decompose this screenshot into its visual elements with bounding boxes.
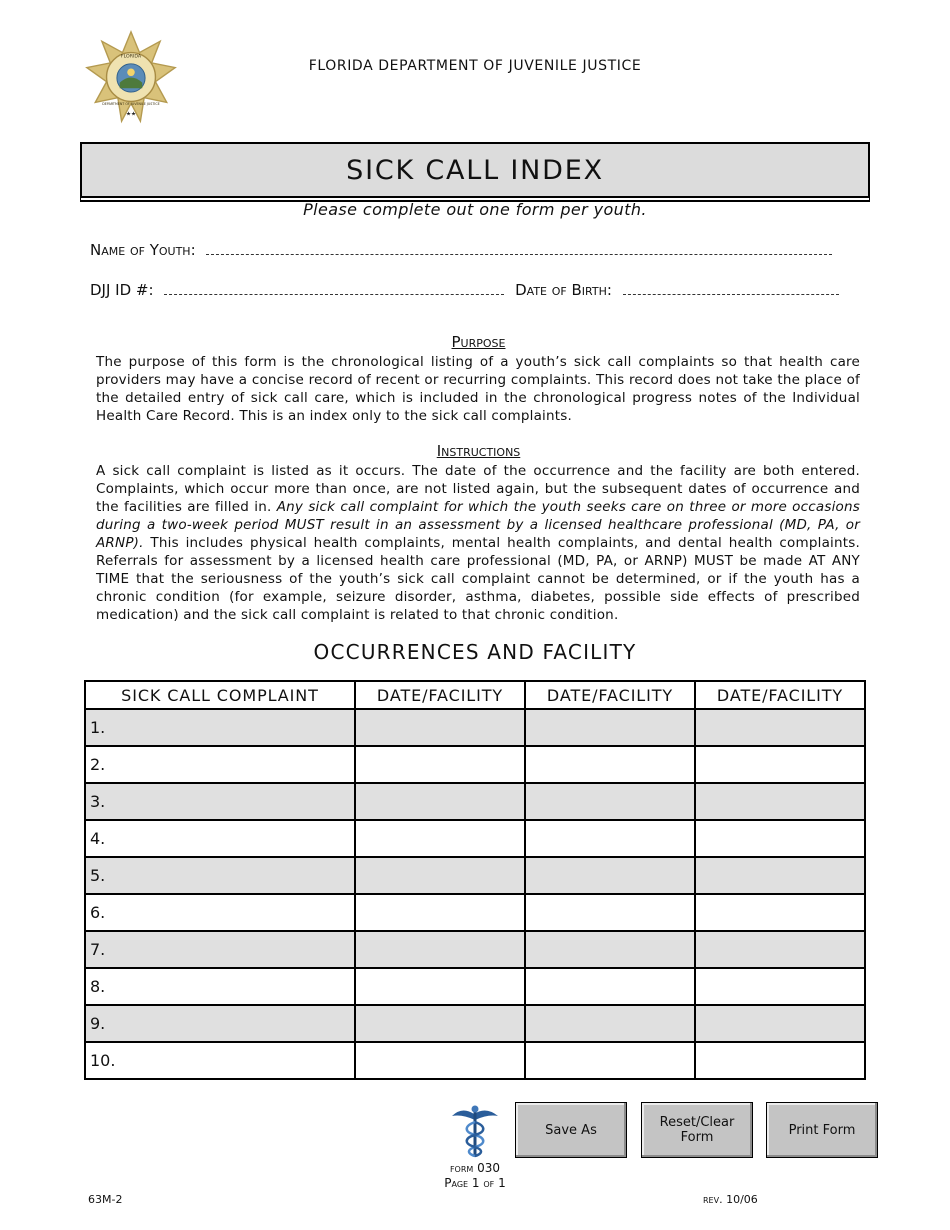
reset-clear-form-button[interactable]: Reset/Clear Form [641,1102,753,1158]
form-title: SICK CALL INDEX [80,142,870,198]
complaint-cell[interactable]: 1. [85,709,355,746]
instructions-text-1: A sick call complaint is listed as it occurs. The date of the occurrence and the facility are both entered. Complaints, which occur more than once, are not listed again, but the subsequent dates of occurrence and the facilities are filled in. [96,463,860,515]
date-facility-cell-2[interactable] [525,709,695,746]
date-facility-cell-1[interactable] [355,894,525,931]
page-of: of [483,1177,495,1190]
date-facility-cell-3[interactable] [695,894,865,931]
table-row [85,1042,865,1079]
table-row [85,857,865,894]
date-facility-cell-1[interactable] [355,931,525,968]
date-facility-cell-3[interactable] [695,931,865,968]
djj-id-row [90,281,839,299]
revision-date [703,1193,758,1206]
date-facility-cell-2[interactable] [525,1042,695,1079]
date-facility-cell-2[interactable] [525,857,695,894]
name-of-youth-row [90,241,832,259]
date-facility-cell-1[interactable] [355,968,525,1005]
instructions-text-italic: Any sick call complaint for which the youth seeks care on three or more occasions during a two-week period MUST result in an assessment by a licensed healthcare professional (MD, PA, or ARNP). [96,499,860,551]
seal-text-top: FLORIDA [120,54,142,60]
purpose-text: The purpose of this form is the chronological listing of a youth’s sick call complaints so that health care providers may have a concise record of recent or recurring complaints. This record does not take the place of the detailed entry of sick call care, which is included in the chronological progress notes of the Individual Health Care Record. This is an index only to the sick call complaints. [96,354,860,424]
djj-seal-logo [84,30,178,124]
col-header-date-facility-1: DATE/FACILITY [355,681,525,709]
form-number-value: 030 [477,1161,501,1175]
date-facility-cell-2[interactable] [525,894,695,931]
rev-date: 10/06 [726,1193,758,1206]
table-row [85,746,865,783]
complaint-cell[interactable]: 4. [85,820,355,857]
date-facility-cell-1[interactable] [355,857,525,894]
date-facility-cell-3[interactable] [695,968,865,1005]
complaint-cell[interactable]: 10. [85,1042,355,1079]
date-facility-cell-3[interactable] [695,746,865,783]
table-row [85,894,865,931]
form-code: 63M-2 [88,1193,123,1206]
table-row [85,820,865,857]
table-row [85,931,865,968]
date-facility-cell-3[interactable] [695,857,865,894]
page-label: Page [444,1176,469,1190]
rev-label: rev. [703,1193,723,1206]
table-row [85,709,865,746]
col-header-date-facility-2: DATE/FACILITY [525,681,695,709]
date-facility-cell-1[interactable] [355,820,525,857]
table-row [85,1005,865,1042]
date-facility-cell-1[interactable] [355,746,525,783]
djj-id-label: DJJ ID #: [90,281,154,299]
instructions-heading: Instructions [436,442,521,460]
date-facility-cell-1[interactable] [355,783,525,820]
table-row [85,968,865,1005]
col-header-date-facility-3: DATE/FACILITY [695,681,865,709]
seal-text-bottom: DEPARTMENT OF JUVENILE JUSTICE [102,102,160,107]
page-total: 1 [498,1176,506,1190]
date-facility-cell-1[interactable] [355,1005,525,1042]
form-label: form [449,1162,474,1175]
date-facility-cell-2[interactable] [525,1005,695,1042]
date-facility-cell-2[interactable] [525,820,695,857]
complaint-cell[interactable]: 7. [85,931,355,968]
table-header-row [85,681,865,709]
complaint-cell[interactable]: 8. [85,968,355,1005]
save-as-button[interactable]: Save As [515,1102,627,1158]
djj-id-field[interactable] [164,293,504,295]
print-form-button[interactable]: Print Form [766,1102,878,1158]
date-facility-cell-3[interactable] [695,709,865,746]
date-facility-cell-2[interactable] [525,783,695,820]
date-of-birth-label: Date of Birth: [515,281,612,299]
occurrences-table [84,680,866,1080]
col-header-complaint: SICK CALL COMPLAINT [85,681,355,709]
date-facility-cell-1[interactable] [355,709,525,746]
table-body [85,709,865,1079]
instructions-text-2: This includes physical health complaints, mental health complaints, and dental health complaints. Referrals for assessment by a licensed health care professional (MD, PA, or ARNP) MUST be made AT ANY TIME that the seriousness of the youth’s sick call complaint cannot be determined, or if the youth has a chronic condition (for example, seizure disorder, asthma, diabetes, possible side effects of prescribed medication) and the sick call complaint is related to that chronic condition. [96,535,860,623]
complaint-cell[interactable]: 6. [85,894,355,931]
name-of-youth-field[interactable] [206,253,832,255]
occurrences-title: OCCURRENCES AND FACILITY [313,640,637,664]
date-facility-cell-2[interactable] [525,968,695,1005]
table-row [85,783,865,820]
complaint-cell[interactable]: 5. [85,857,355,894]
form-subtitle: Please complete out one form per youth. [303,200,647,219]
date-of-birth-field[interactable] [623,293,839,295]
date-facility-cell-3[interactable] [695,783,865,820]
instructions-text [96,462,860,624]
complaint-cell[interactable]: 3. [85,783,355,820]
date-facility-cell-3[interactable] [695,820,865,857]
purpose-heading: Purpose [451,333,506,351]
date-facility-cell-2[interactable] [525,746,695,783]
name-of-youth-label: Name of Youth: [90,241,196,259]
caduceus-icon [448,1104,502,1160]
date-facility-cell-3[interactable] [695,1005,865,1042]
svg-text:★★: ★★ [125,111,137,118]
date-facility-cell-3[interactable] [695,1042,865,1079]
date-facility-cell-1[interactable] [355,1042,525,1079]
page-current: 1 [471,1176,480,1190]
date-facility-cell-2[interactable] [525,931,695,968]
complaint-cell[interactable]: 9. [85,1005,355,1042]
agency-name: FLORIDA DEPARTMENT OF JUVENILE JUSTICE [308,58,642,74]
complaint-cell[interactable]: 2. [85,746,355,783]
form-number [425,1161,525,1191]
